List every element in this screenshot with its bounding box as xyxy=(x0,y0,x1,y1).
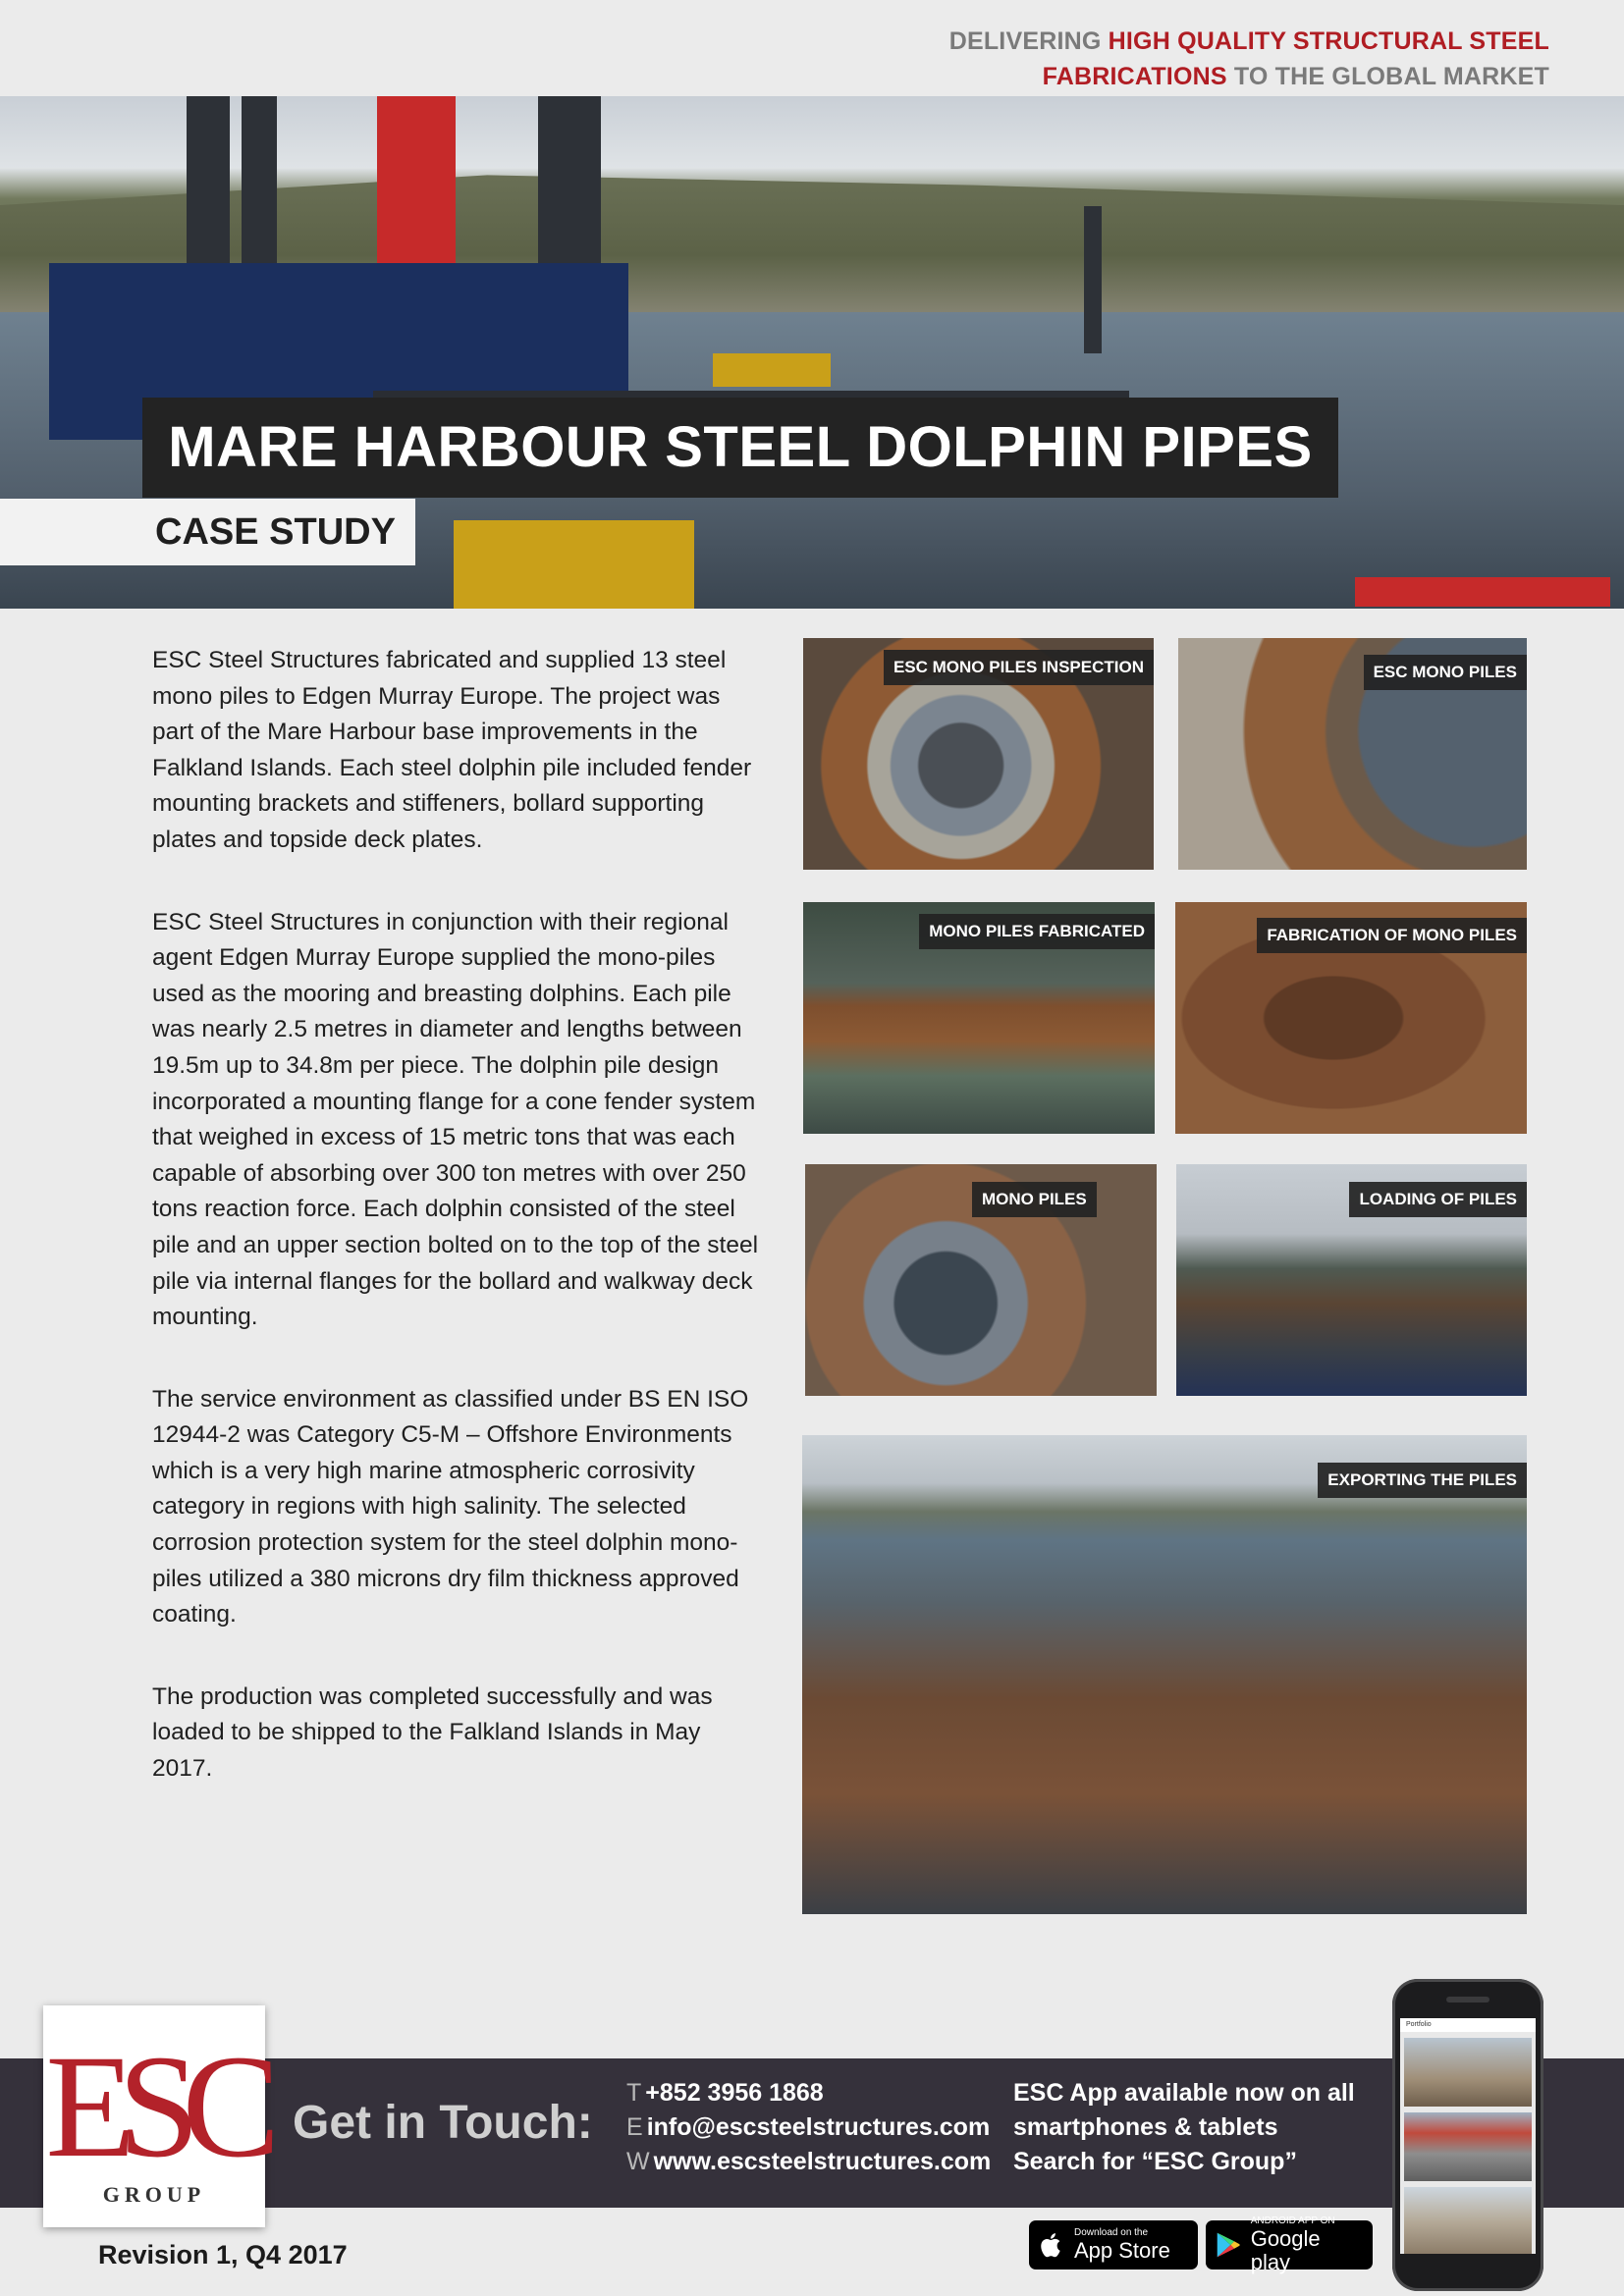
google-play-big-text: Google play xyxy=(1250,2226,1321,2274)
app-store-small-text: Download on the xyxy=(1074,2227,1149,2238)
phone-speaker xyxy=(1446,1997,1489,2002)
photo-mono-piles xyxy=(805,1164,1157,1396)
photo-caption: FABRICATION OF MONO PILES xyxy=(1257,918,1527,953)
hero-mooring-pole xyxy=(1084,206,1102,353)
app-line: smartphones & tablets xyxy=(1013,2113,1278,2141)
phone-number[interactable]: +852 3956 1868 xyxy=(645,2079,824,2107)
phone-mockup xyxy=(1392,1979,1543,2291)
tagline-post: TO THE GLOBAL MARKET xyxy=(1226,63,1549,90)
hero-boat xyxy=(713,353,831,387)
paragraph: ESC Steel Structures fabricated and supplied 13 steel mono piles to Edgen Murray Europe. The project was part of the Mare Harbour base improvements in the Falkland Islands. Each steel dolphin pile included fender mounting brackets and stiffeners, bollard supporting plates and topside deck plates. xyxy=(152,647,752,853)
paragraph: The production was completed successfully and was loaded to be shipped to the Falkland Islands in May 2017. xyxy=(152,1682,713,1783)
contact-info xyxy=(626,2076,991,2179)
hero-red-boat xyxy=(1355,577,1610,607)
logo-group-text: GROUP xyxy=(102,2182,206,2207)
page-title: MARE HARBOUR STEEL DOLPHIN PIPES xyxy=(142,398,1338,498)
app-line: ESC App available now on all xyxy=(1013,2079,1355,2107)
google-play-small-text: ANDROID APP ON xyxy=(1250,2216,1335,2226)
photo-caption: MONO PILES FABRICATED xyxy=(919,914,1155,949)
photo-caption: EXPORTING THE PILES xyxy=(1318,1463,1527,1498)
app-store-big-text: App Store xyxy=(1074,2238,1170,2263)
photo-caption: ESC MONO PILES INSPECTION xyxy=(884,650,1154,685)
photo-fabrication-of-mono-piles xyxy=(1175,902,1527,1134)
photo-caption: ESC MONO PILES xyxy=(1364,655,1527,690)
web-label: W xyxy=(626,2148,650,2175)
photo-caption: MONO PILES xyxy=(972,1182,1097,1217)
app-availability xyxy=(1013,2076,1355,2179)
apple-icon xyxy=(1037,2230,1066,2260)
app-store-button[interactable] xyxy=(1029,2220,1198,2269)
paragraph: The service environment as classified under BS EN ISO 12944-2 was Category C5-M – Offshore Environments which is a very high marine atmospheric corrosivity category in regions with high salinity. The selected corrosion protection system for the steel dolphin mono-piles utilized a 380 microns dry film thickness approved coating. xyxy=(152,1385,749,1629)
get-in-touch-heading: Get in Touch: xyxy=(293,2097,593,2149)
esc-group-logo xyxy=(43,2005,265,2227)
tagline-highlight-2: FABRICATIONS xyxy=(1042,63,1227,90)
phone-thumbnail xyxy=(1404,2187,1532,2254)
email-label: E xyxy=(626,2113,643,2141)
paragraph: ESC Steel Structures in conjunction with their regional agent Edgen Murray Europe supplied the mono-piles used as the mooring and breasting dolphins. Each pile was nearly 2.5 metres in diameter and lengths between 19.5m up to 34.8m per piece. The dolphin pile design incorporated a mounting flange for a cone fender system that weighed in excess of 15 metric tons that was each capable of absorbing over 300 ton metres with over 250 tons reaction force. Each dolphin consisted of the steel pile and an upper section bolted on to the top of the steel pile via internal flanges for the bollard and walkway deck mounting. xyxy=(152,908,759,1331)
photo-mono-piles-inspection xyxy=(803,638,1154,870)
phone-thumbnail xyxy=(1404,2112,1532,2181)
photo-caption: LOADING OF PILES xyxy=(1349,1182,1527,1217)
phone-screen-header: Portfolio xyxy=(1400,2018,1536,2032)
tagline xyxy=(949,24,1549,94)
case-study-label: CASE STUDY xyxy=(0,499,415,565)
body-text xyxy=(152,643,766,1834)
photo-mono-piles-fabricated xyxy=(803,902,1155,1134)
photo-exporting-the-piles xyxy=(802,1435,1527,1914)
website-link[interactable]: www.escsteelstructures.com xyxy=(653,2148,992,2175)
photo-loading-of-piles xyxy=(1176,1164,1527,1396)
google-play-icon xyxy=(1214,2230,1243,2260)
app-line: Search for “ESC Group” xyxy=(1013,2148,1297,2175)
email-link[interactable]: info@escsteelstructures.com xyxy=(646,2113,991,2141)
hero-yellow-machine xyxy=(454,520,694,609)
tagline-highlight-1: HIGH QUALITY STRUCTURAL STEEL xyxy=(1108,27,1549,55)
phone-thumbnail xyxy=(1404,2038,1532,2107)
google-play-button[interactable] xyxy=(1206,2216,1373,2274)
revision-label: Revision 1, Q4 2017 xyxy=(98,2240,348,2269)
logo-letters: ESC xyxy=(45,2025,263,2188)
phone-label: T xyxy=(626,2079,642,2107)
phone-screen xyxy=(1400,2018,1536,2254)
tagline-pre: DELIVERING xyxy=(948,27,1109,55)
photo-esc-mono-piles xyxy=(1178,638,1527,870)
